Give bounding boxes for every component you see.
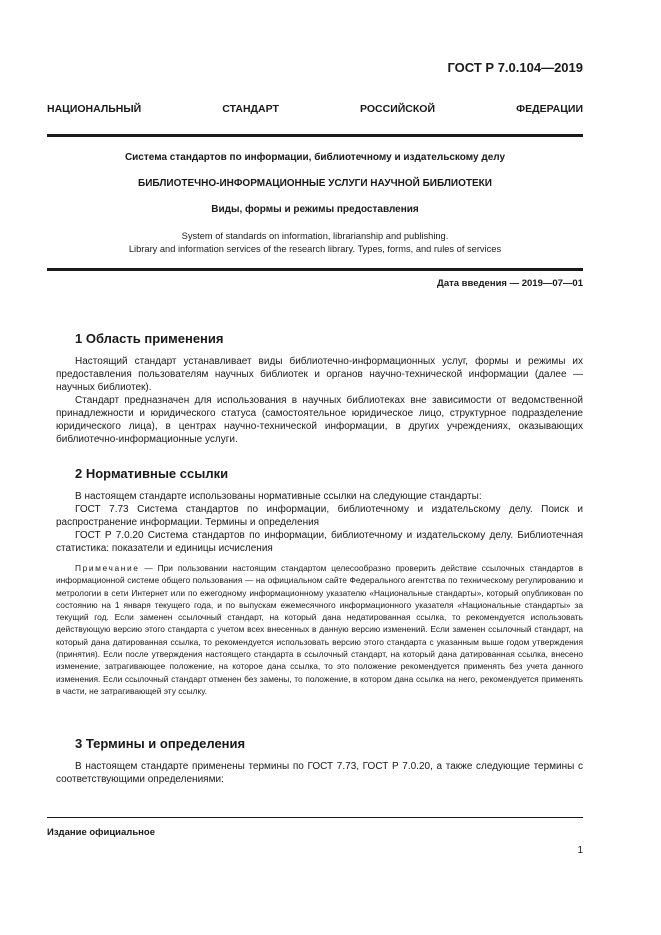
- section-2-note: [56, 562, 583, 697]
- english-title-line-1: System of standards on information, librarianship and publishing.: [181, 231, 449, 241]
- section-3-body: [56, 760, 583, 786]
- section-3-heading: 3 Термины и определения: [75, 736, 246, 751]
- section-2-heading: 2 Нормативные ссылки: [75, 466, 229, 481]
- section-2-body: [56, 490, 583, 555]
- note-text: — При пользовании настоящим стандартом целесообразно проверить действие ссылочных стандартов в информационной системе общего пользования — на официальном сайте Федерального агентства по техническому регулированию и метрологии в сети Интернет или по ежегодному информационному указателю «Национальные стандарты», который опубликован по состоянию на 1 января текущего года, и по выпускам ежемесячного информационного указателя «Национальные стандарты» за текущий год. Если заменен ссылочный стандарт, на который дана недатированная ссылка, то рекомендуется использовать действующую версию этого стандарта с учетом всех внесенных в данную версию изменений. Если заменен ссылочный стандарт, на который дана датированная ссылка, то рекомендуется использовать версию этого стандарта с указанным выше годом утверждения (принятия). Если после утверждения настоящего стандарта в ссылочный стандарт, на который дана датированная ссылка, внесено изменение, затрагивающее положение, на которое дана ссылка, то это положение рекомендуется применять без учета данного изменения. Если ссылочный стандарт отменен без замены, то положение, в котором дана ссылка на него, рекомендуется применять в части, не затрагивающей эту ссылку.: [56, 563, 583, 696]
- note-label: Примечание: [75, 563, 140, 573]
- title-block-rule: [47, 268, 583, 271]
- document-code: ГОСТ Р 7.0.104—2019: [447, 60, 583, 75]
- section-1-heading: 1 Область применения: [75, 331, 224, 346]
- section-2-reference-gost-7-73: ГОСТ 7.73 Система стандартов по информации, библиотечному и издательскому делу. Поиск и распространение информации. Термины и определения: [56, 504, 583, 528]
- section-3-paragraph-1: В настоящем стандарте применены термины по ГОСТ 7.73, ГОСТ Р 7.0.20, а также следующие термины с соответствующими определениями:: [56, 761, 583, 785]
- section-1-body: [56, 355, 583, 446]
- document-title: БИБЛИОТЕЧНО-ИНФОРМАЦИОННЫЕ УСЛУГИ НАУЧНОЙ БИБЛИОТЕКИ: [138, 178, 492, 189]
- section-2-paragraph-1: В настоящем стандарте использованы нормативные ссылки на следующие стандарты:: [75, 491, 482, 502]
- section-1-paragraph-1: Настоящий стандарт устанавливает виды библиотечно-информационных услуг, формы и режимы их предоставления пользователям научных библиотек и органов научно-технической информации (далее — научных библиотек).: [56, 356, 583, 393]
- footer-rule: [47, 817, 583, 818]
- national-standard-banner: НАЦИОНАЛЬНЫЙ СТАНДАРТ РОССИЙСКОЙ ФЕДЕРАЦИИ: [47, 103, 583, 115]
- page-number: 1: [577, 845, 583, 856]
- document-subtitle: Виды, формы и режимы предоставления: [211, 204, 419, 215]
- section-2-reference-gost-r-7-0-20: ГОСТ Р 7.0.20 Система стандартов по информации, библиотечному и издательскому делу. Библиотечная статистика: показатели и единицы исчисления: [56, 530, 583, 554]
- introduction-date: Дата введения — 2019—07—01: [437, 278, 583, 289]
- official-edition-label: Издание официальное: [47, 827, 155, 838]
- header-rule: [47, 134, 583, 137]
- standards-series-title: Система стандартов по информации, библиотечному и издательскому делу: [124, 152, 506, 163]
- section-1-paragraph-2: Стандарт предназначен для использования в научных библиотеках вне зависимости от ведомственной принадлежности и юридического статуса (самостоятельное юридическое лицо, структурное подразделение юридического лица), в центрах научно-технической информации, в других учреждениях, оказывающих библиотечно-информационные услуги.: [56, 395, 583, 445]
- english-title-line-2: Library and information services of the research library. Types, forms, and rules of services: [128, 244, 502, 254]
